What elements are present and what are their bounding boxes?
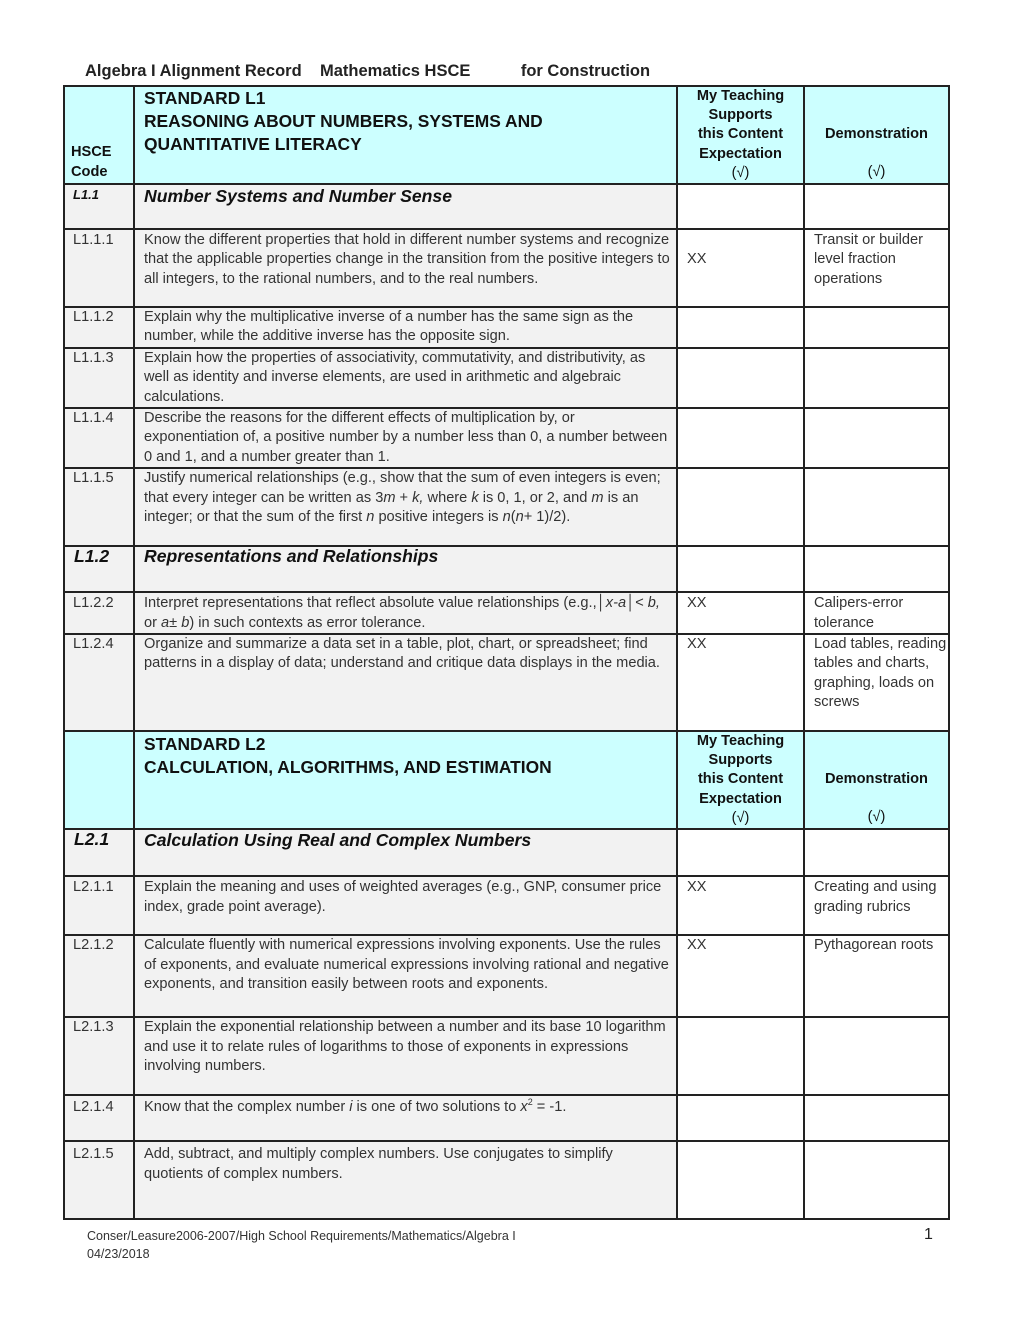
teaching-support-header: My Teaching Supports this Content Expectation (√) [677, 86, 804, 184]
section-row [64, 184, 949, 229]
section-code: L1.2 [74, 546, 110, 567]
row-text: Know that the complex number i is one of two solutions to $x^2 = -1$. [134, 1095, 677, 1141]
section-row [64, 546, 949, 592]
footer-date: 04/23/2018 [87, 1247, 150, 1261]
table-row: L2.1.2 Calculate fluently with numerical expressions involving exponents. Use the rules of exponents, and evaluate numerical expressions involving rational and negative exponents, and transition easily between roots and exponents. XX Pythagorean roots [64, 935, 949, 1017]
document-title [85, 62, 650, 81]
row-text: Explain how the properties of associativity, commutativity, and distributivity, as well as identity and inverse elements, are used in arithmetic and algebraic calculations. [134, 348, 677, 408]
support-mark: XX [677, 634, 804, 731]
demonstration-header: Demonstration (√) [804, 731, 949, 829]
row-text: Explain the meaning and uses of weighted averages (e.g., GNP, consumer price index, grade point average). [134, 876, 677, 935]
standard-l2-label: STANDARD L2 [144, 734, 266, 755]
support-mark: XX [677, 229, 804, 307]
code-label: Code [71, 163, 108, 180]
table-row: L2.1.3 Explain the exponential relationship between a number and its base 10 logarithm and use it to relate rules of logarithms to those of exponents in expressions involving numbers. [64, 1017, 949, 1095]
table-row: L1.2.2 Interpret representations that reflect absolute value relationships (e.g.,│x-a│< b, or a± b) in such contexts as error tolerance. XX Calipers-error tolerance [64, 592, 949, 634]
standard-l1-title-1: REASONING ABOUT NUMBERS, SYSTEMS AND [144, 111, 543, 131]
section-name: Calculation Using Real and Complex Numbers [144, 830, 532, 851]
section-name: Number Systems and Number Sense [144, 186, 452, 207]
row-text: Justify numerical relationships (e.g., show that the sum of even integers is even; that every integer can be written as 3m + k, where k is 0, 1, or 2, and m is an integer; or that the sum of the first n positive integers is n(n+ 1)/2). [134, 468, 677, 546]
demonstration-text: Load tables, reading tables and charts, graphing, loads on screws [804, 634, 949, 731]
demonstration-text: Pythagorean roots [804, 935, 949, 1017]
demonstration-header: Demonstration (√) [804, 86, 949, 184]
row-text: Describe the reasons for the different effects of multiplication by, or exponentiation of, a positive number by a number less than 0, a number between 0 and 1, and a number greater than 1. [134, 408, 677, 468]
section-code: L1.1 [73, 187, 100, 203]
footer-path: Conser/Leasure2006-2007/High School Requirements/Mathematics/Algebra I [87, 1229, 516, 1243]
support-mark: XX [677, 935, 804, 1017]
table-row: L1.1.3 Explain how the properties of associativity, commutativity, and distributivity, as well as identity and inverse elements, are used in arithmetic and algebraic calculations. [64, 348, 949, 408]
doc-title: Algebra I Alignment Record [85, 62, 302, 80]
alignment-table [63, 85, 950, 1220]
teaching-support-header: My Teaching Supports this Content Expectation (√) [677, 731, 804, 829]
page-number: 1 [924, 1226, 933, 1243]
section-code: L2.1 [74, 829, 110, 850]
row-text: Explain why the multiplicative inverse of a number has the same sign as the number, while the additive inverse has the opposite sign. [134, 307, 677, 348]
demonstration-text: Calipers-error tolerance [804, 592, 949, 634]
row-text: Explain the exponential relationship between a number and its base 10 logarithm and use it to relate rules of logarithms to those of exponents in expressions involving numbers. [134, 1017, 677, 1095]
support-mark: XX [677, 876, 804, 935]
table-row: L1.2.4 Organize and summarize a data set in a table, plot, chart, or spreadsheet; find patterns in a display of data; understand and critique data displays in the media. XX Load tables, reading tables and charts, graphing, loads on screws [64, 634, 949, 731]
table-row: L2.1.1 Explain the meaning and uses of weighted averages (e.g., GNP, consumer price index, grade point average). XX Creating and using grading rubrics [64, 876, 949, 935]
doc-purpose: for Construction [520, 62, 651, 80]
row-text: Interpret representations that reflect absolute value relationships (e.g.,│x-a│< b, or a± b) in such contexts as error tolerance. [134, 592, 677, 634]
table-row: L1.1.2 Explain why the multiplicative inverse of a number has the same sign as the number, while the additive inverse has the opposite sign. [64, 307, 949, 348]
row-text: Add, subtract, and multiply complex numbers. Use conjugates to simplify quotients of complex numbers. [134, 1141, 677, 1219]
table-row: L1.1.1 Know the different properties that hold in different number systems and recognize that the applicable properties change in the transition from the positive integers to all integers, to the rational numbers, and to the real numbers. XX Transit or builder level fraction operations [64, 229, 949, 307]
standard-l1-header [64, 86, 949, 184]
table-row: L1.1.4 Describe the reasons for the different effects of multiplication by, or exponentiation of, a positive number by a number less than 0, a number between 0 and 1, and a number greater than 1. [64, 408, 949, 468]
standard-l1-title-2: QUANTITATIVE LITERACY [144, 134, 362, 154]
hsce-label: HSCE [71, 144, 112, 161]
standard-l2-header [64, 731, 949, 829]
standard-l1-label: STANDARD L1 [144, 88, 266, 108]
section-row [64, 829, 949, 876]
table-row: L1.1.5 Justify numerical relationships (e.g., show that the sum of even integers is even; that every integer can be written as 3m + k, where k is 0, 1, or 2, and m is an integer; or that the sum of the first n positive integers is n(n+ 1)/2). [64, 468, 949, 546]
support-mark: XX [677, 592, 804, 634]
demonstration-text: Creating and using grading rubrics [804, 876, 949, 935]
standard-l2-title-1: CALCULATION, ALGORITHMS, AND ESTIMATION [144, 757, 552, 778]
row-text: Know the different properties that hold in different number systems and recognize that the applicable properties change in the transition from the positive integers to all integers, to the rational numbers, and to the real numbers. [134, 229, 677, 307]
row-text: Organize and summarize a data set in a table, plot, chart, or spreadsheet; find patterns in a display of data; understand and critique data displays in the media. [134, 634, 677, 731]
table-row: L2.1.4 Know that the complex number i is one of two solutions to $x^2 = -1$. [64, 1095, 949, 1141]
demonstration-text: Transit or builder level fraction operations [804, 229, 949, 307]
row-text: Calculate fluently with numerical expressions involving exponents. Use the rules of exponents, and evaluate numerical expressions involving rational and negative exponents, and transition easily between roots and exponents. [134, 935, 677, 1017]
table-row: L2.1.5 Add, subtract, and multiply complex numbers. Use conjugates to simplify quotients of complex numbers. [64, 1141, 949, 1219]
section-name: Representations and Relationships [144, 546, 439, 567]
doc-subject: Mathematics HSCE [320, 62, 471, 80]
